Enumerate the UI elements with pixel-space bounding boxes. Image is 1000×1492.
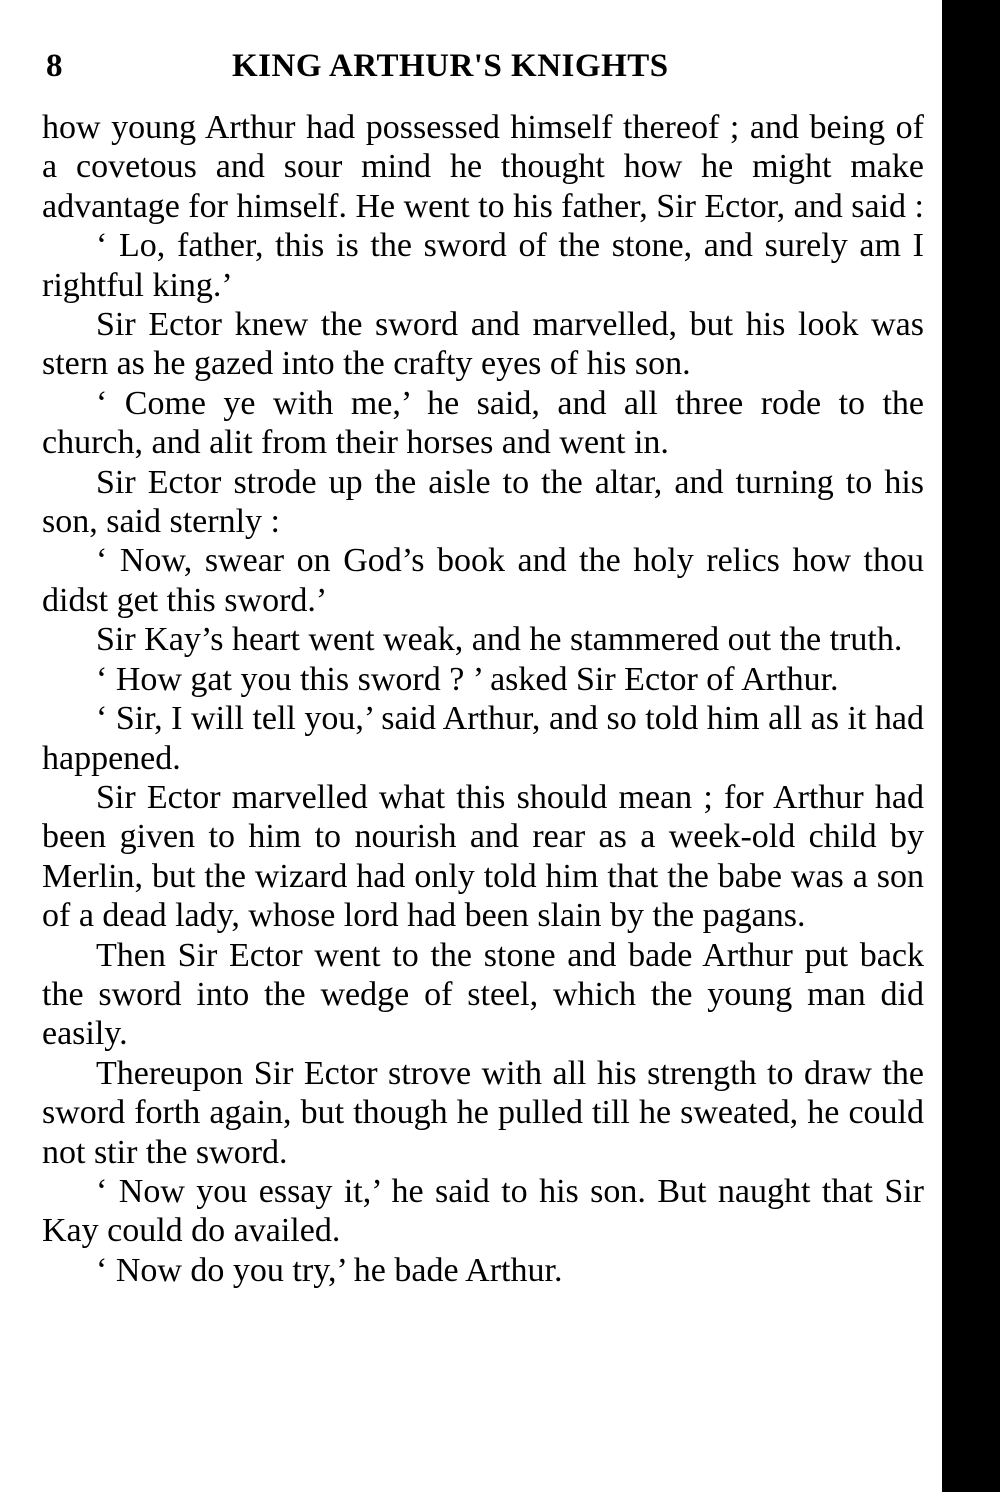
page-header <box>46 42 736 90</box>
paragraph: ‘ How gat you this sword ? ’ asked Sir Ector of Arthur. <box>96 660 839 698</box>
paragraph: ‘ Now do you try,’ he bade Arthur. <box>96 1251 563 1289</box>
scan-edge-border <box>942 0 1000 1492</box>
running-head: KING ARTHUR'S KNIGHTS <box>232 48 669 84</box>
paragraph: ‘ Lo, father, this is the sword of the stone, and surely am I rightful king.’ <box>42 227 924 304</box>
paragraph: how young Arthur had possessed himself thereof ; and being of a covetous and sour mind he thought how he might make advantage for himself. He went to his father, Sir Ector, and said : <box>42 109 924 225</box>
paragraph: ‘ Sir, I will tell you,’ said Arthur, and so told him all as it had happened. <box>42 700 924 777</box>
page-number: 8 <box>46 48 63 84</box>
paragraph: ‘ Come ye with me,’ he said, and all three rode to the church, and alit from their horses and went in. <box>42 384 924 462</box>
paragraph: Sir Ector knew the sword and marvelled, but his look was stern as he gazed into the crafty eyes of his son. <box>42 306 924 383</box>
paragraph: Sir Ector marvelled what this should mean ; for Arthur had been given to him to nourish and rear as a week-old child by Merlin, but the wizard had only told him that the babe was a son of a dead lady, whose lord had been slain by the pagans. <box>42 778 924 935</box>
paragraph: Sir Kay’s heart went weak, and he stammered out the truth. <box>96 621 903 659</box>
paragraph: ‘ Now you essay it,’ he said to his son. But naught that Sir Kay could do availed. <box>42 1172 924 1250</box>
paragraph: ‘ Now, swear on God’s book and the holy relics how thou didst get this sword.’ <box>42 542 924 619</box>
paragraph: Sir Ector strode up the aisle to the altar, and turning to his son, said sternly : <box>42 463 924 541</box>
body-text <box>42 108 924 1290</box>
paragraph: Thereupon Sir Ector strove with all his strength to draw the sword forth again, but though he pulled till he sweated, he could not stir the sword. <box>42 1054 924 1171</box>
paragraph: Then Sir Ector went to the stone and bade Arthur put back the sword into the wedge of steel, which the young man did easily. <box>42 936 924 1053</box>
